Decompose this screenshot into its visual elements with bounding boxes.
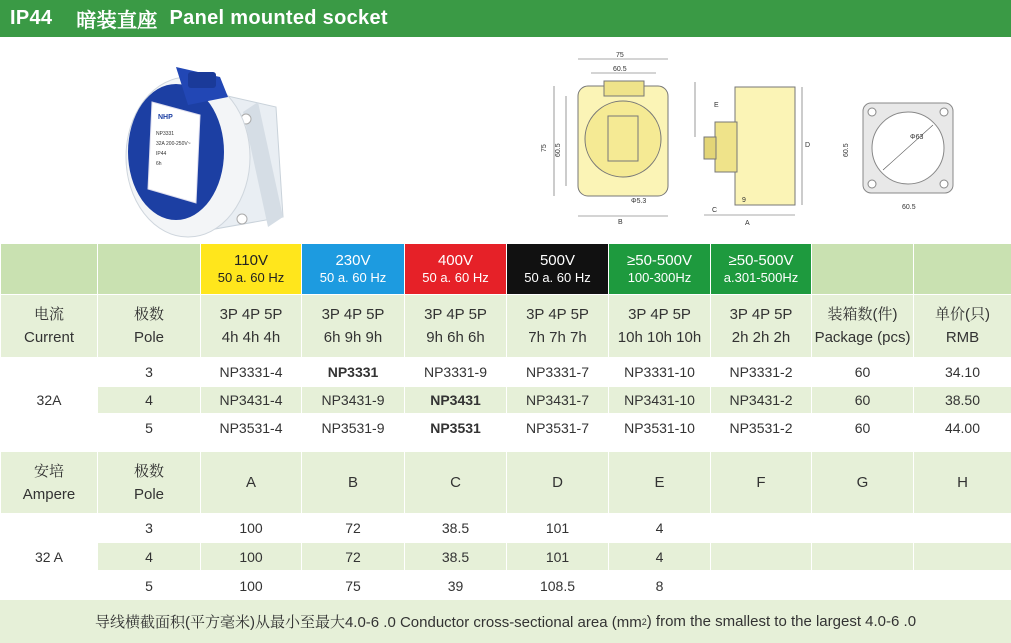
code-cell: NP3531-2	[711, 414, 812, 442]
dim-cell: 75	[302, 571, 405, 601]
code-cell: NP3531-7	[507, 414, 609, 442]
dim-cell: 72	[302, 543, 405, 571]
pole-cell: 4	[98, 387, 201, 414]
table-row	[1, 543, 1011, 571]
price-cell: 34.10	[914, 358, 1011, 387]
side-view-drawing	[690, 77, 820, 227]
conductor-footnote	[0, 600, 1011, 643]
code-cell: NP3331-7	[507, 358, 609, 387]
code-cell: NP3531-4	[201, 414, 302, 442]
dimension-label: B	[618, 219, 623, 226]
section-header	[0, 0, 1011, 37]
dim-h-header: H	[914, 452, 1011, 514]
price-cell: 44.00	[914, 414, 1011, 442]
dimension-table	[0, 451, 1011, 601]
pole-code-header: 3P 4P 5P 6h 9h 9h	[302, 295, 405, 358]
dimension-label: 60.5	[902, 204, 916, 211]
socket-product-image	[118, 57, 298, 247]
footnote-text: ) from the smallest to the largest 4.0-6 .0	[646, 613, 917, 630]
dim-cell	[914, 543, 1011, 571]
dim-a-header: A	[201, 452, 302, 514]
dimension-header-row	[1, 452, 1011, 514]
pole-cell: 5	[98, 414, 201, 442]
dim-cell: 38.5	[405, 514, 507, 543]
pole-cell: 4	[98, 543, 201, 571]
dim-cell: 4	[609, 514, 711, 543]
pole-cell: 3	[98, 358, 201, 387]
dim-cell	[711, 543, 812, 571]
dim-cell: 108.5	[507, 571, 609, 601]
dim-cell	[711, 514, 812, 543]
dim-cell	[812, 543, 914, 571]
voltage-230v-header: 230V 50 a. 60 Hz	[302, 244, 405, 295]
dimension-label: Φ63	[910, 134, 924, 141]
dim-e-header: E	[609, 452, 711, 514]
dim-d-header: D	[507, 452, 609, 514]
ampere-value: 32 A	[1, 514, 98, 601]
dimension-label: 60.5	[843, 143, 850, 157]
pole-code-header: 3P 4P 5P 2h 2h 2h	[711, 295, 812, 358]
pole-header: 极数 Pole	[98, 295, 201, 358]
dim-cell: 4	[609, 543, 711, 571]
dim-cell: 100	[201, 543, 302, 571]
brand-logo-text: NHP	[158, 114, 173, 121]
package-header: 装箱数(件) Package (pcs)	[812, 295, 914, 358]
dim-g-header: G	[812, 452, 914, 514]
code-cell: NP3431-7	[507, 387, 609, 414]
ip-rating: IP44	[10, 7, 53, 29]
voltage-400v-header: 400V 50 a. 60 Hz	[405, 244, 507, 295]
dim-cell: 101	[507, 514, 609, 543]
footnote-superscript: 2	[641, 616, 647, 627]
current-header: 电流 Current	[1, 295, 98, 358]
code-cell: NP3331-4	[201, 358, 302, 387]
front-view-drawing	[536, 51, 676, 226]
voltage-50-500v-low-header: ≥50-500V 100-300Hz	[609, 244, 711, 295]
table-row	[1, 414, 1011, 442]
pole-header: 极数 Pole	[98, 452, 201, 514]
code-cell: NP3331-9	[405, 358, 507, 387]
table-row	[1, 514, 1011, 543]
dim-cell: 38.5	[405, 543, 507, 571]
dim-cell	[711, 571, 812, 601]
dim-f-header: F	[711, 452, 812, 514]
code-cell: NP3531-9	[302, 414, 405, 442]
package-cell: 60	[812, 414, 914, 442]
dimension-label: D	[805, 142, 811, 149]
code-cell: NP3331-2	[711, 358, 812, 387]
footnote-text: 导线横截面积(平方毫米)从最小至最大4.0-6 .0 Conductor cross-sectional area (mm	[94, 614, 642, 631]
socket-label-line: IP44	[156, 151, 167, 157]
dim-cell: 101	[507, 543, 609, 571]
column-header-row	[1, 295, 1011, 358]
package-cell: 60	[812, 358, 914, 387]
price-cell: 38.50	[914, 387, 1011, 414]
title-cn: 暗装直座	[76, 10, 158, 32]
pole-code-header: 3P 4P 5P 4h 4h 4h	[201, 295, 302, 358]
code-cell: NP3531-10	[609, 414, 711, 442]
current-value: 32A	[1, 358, 98, 442]
code-cell: NP3431-9	[302, 387, 405, 414]
product-code-table	[0, 243, 1011, 442]
dim-cell	[914, 571, 1011, 601]
title-en: Panel mounted socket	[169, 7, 388, 29]
table-row	[1, 358, 1011, 387]
dimension-label: 60.5	[555, 143, 562, 157]
pole-cell: 5	[98, 571, 201, 601]
code-cell: NP3331	[302, 358, 405, 387]
table-row	[1, 571, 1011, 601]
dim-cell: 100	[201, 514, 302, 543]
socket-label-line: NP3331	[156, 131, 175, 137]
dim-cell: 39	[405, 571, 507, 601]
dim-cell	[812, 571, 914, 601]
dimension-label: 75	[616, 52, 624, 59]
dim-cell	[914, 514, 1011, 543]
dimension-label: 9	[742, 197, 746, 204]
product-image-area	[0, 37, 1011, 243]
pole-cell: 3	[98, 514, 201, 543]
dimension-label: E	[714, 102, 719, 109]
dimension-label: 60.5	[613, 66, 627, 73]
package-cell: 60	[812, 387, 914, 414]
voltage-50-500v-high-header: ≥50-500V a.301-500Hz	[711, 244, 812, 295]
dim-b-header: B	[302, 452, 405, 514]
dim-c-header: C	[405, 452, 507, 514]
code-cell: NP3331-10	[609, 358, 711, 387]
dimension-label: C	[712, 207, 718, 214]
dimension-label: 75	[541, 144, 548, 152]
pole-code-header: 3P 4P 5P 10h 10h 10h	[609, 295, 711, 358]
table-row	[1, 387, 1011, 414]
pole-code-header: 3P 4P 5P 9h 6h 6h	[405, 295, 507, 358]
code-cell: NP3431-2	[711, 387, 812, 414]
code-cell: NP3431-10	[609, 387, 711, 414]
cutout-drawing	[838, 95, 968, 215]
dim-cell: 8	[609, 571, 711, 601]
dim-cell: 100	[201, 571, 302, 601]
dim-cell	[812, 514, 914, 543]
dimension-label: A	[745, 220, 750, 227]
code-cell: NP3431	[405, 387, 507, 414]
code-cell: NP3431-4	[201, 387, 302, 414]
dim-cell: 72	[302, 514, 405, 543]
pole-code-header: 3P 4P 5P 7h 7h 7h	[507, 295, 609, 358]
voltage-110v-header: 110V 50 a. 60 Hz	[201, 244, 302, 295]
price-header: 单价(只) RMB	[914, 295, 1011, 358]
socket-label-line: 6h	[156, 161, 162, 167]
voltage-header-row	[1, 244, 1011, 295]
ampere-header: 安培 Ampere	[1, 452, 98, 514]
code-cell: NP3531	[405, 414, 507, 442]
socket-label-line: 32A 200-250V~	[156, 141, 191, 147]
voltage-500v-header: 500V 50 a. 60 Hz	[507, 244, 609, 295]
dimension-label: Φ5.3	[631, 198, 647, 205]
